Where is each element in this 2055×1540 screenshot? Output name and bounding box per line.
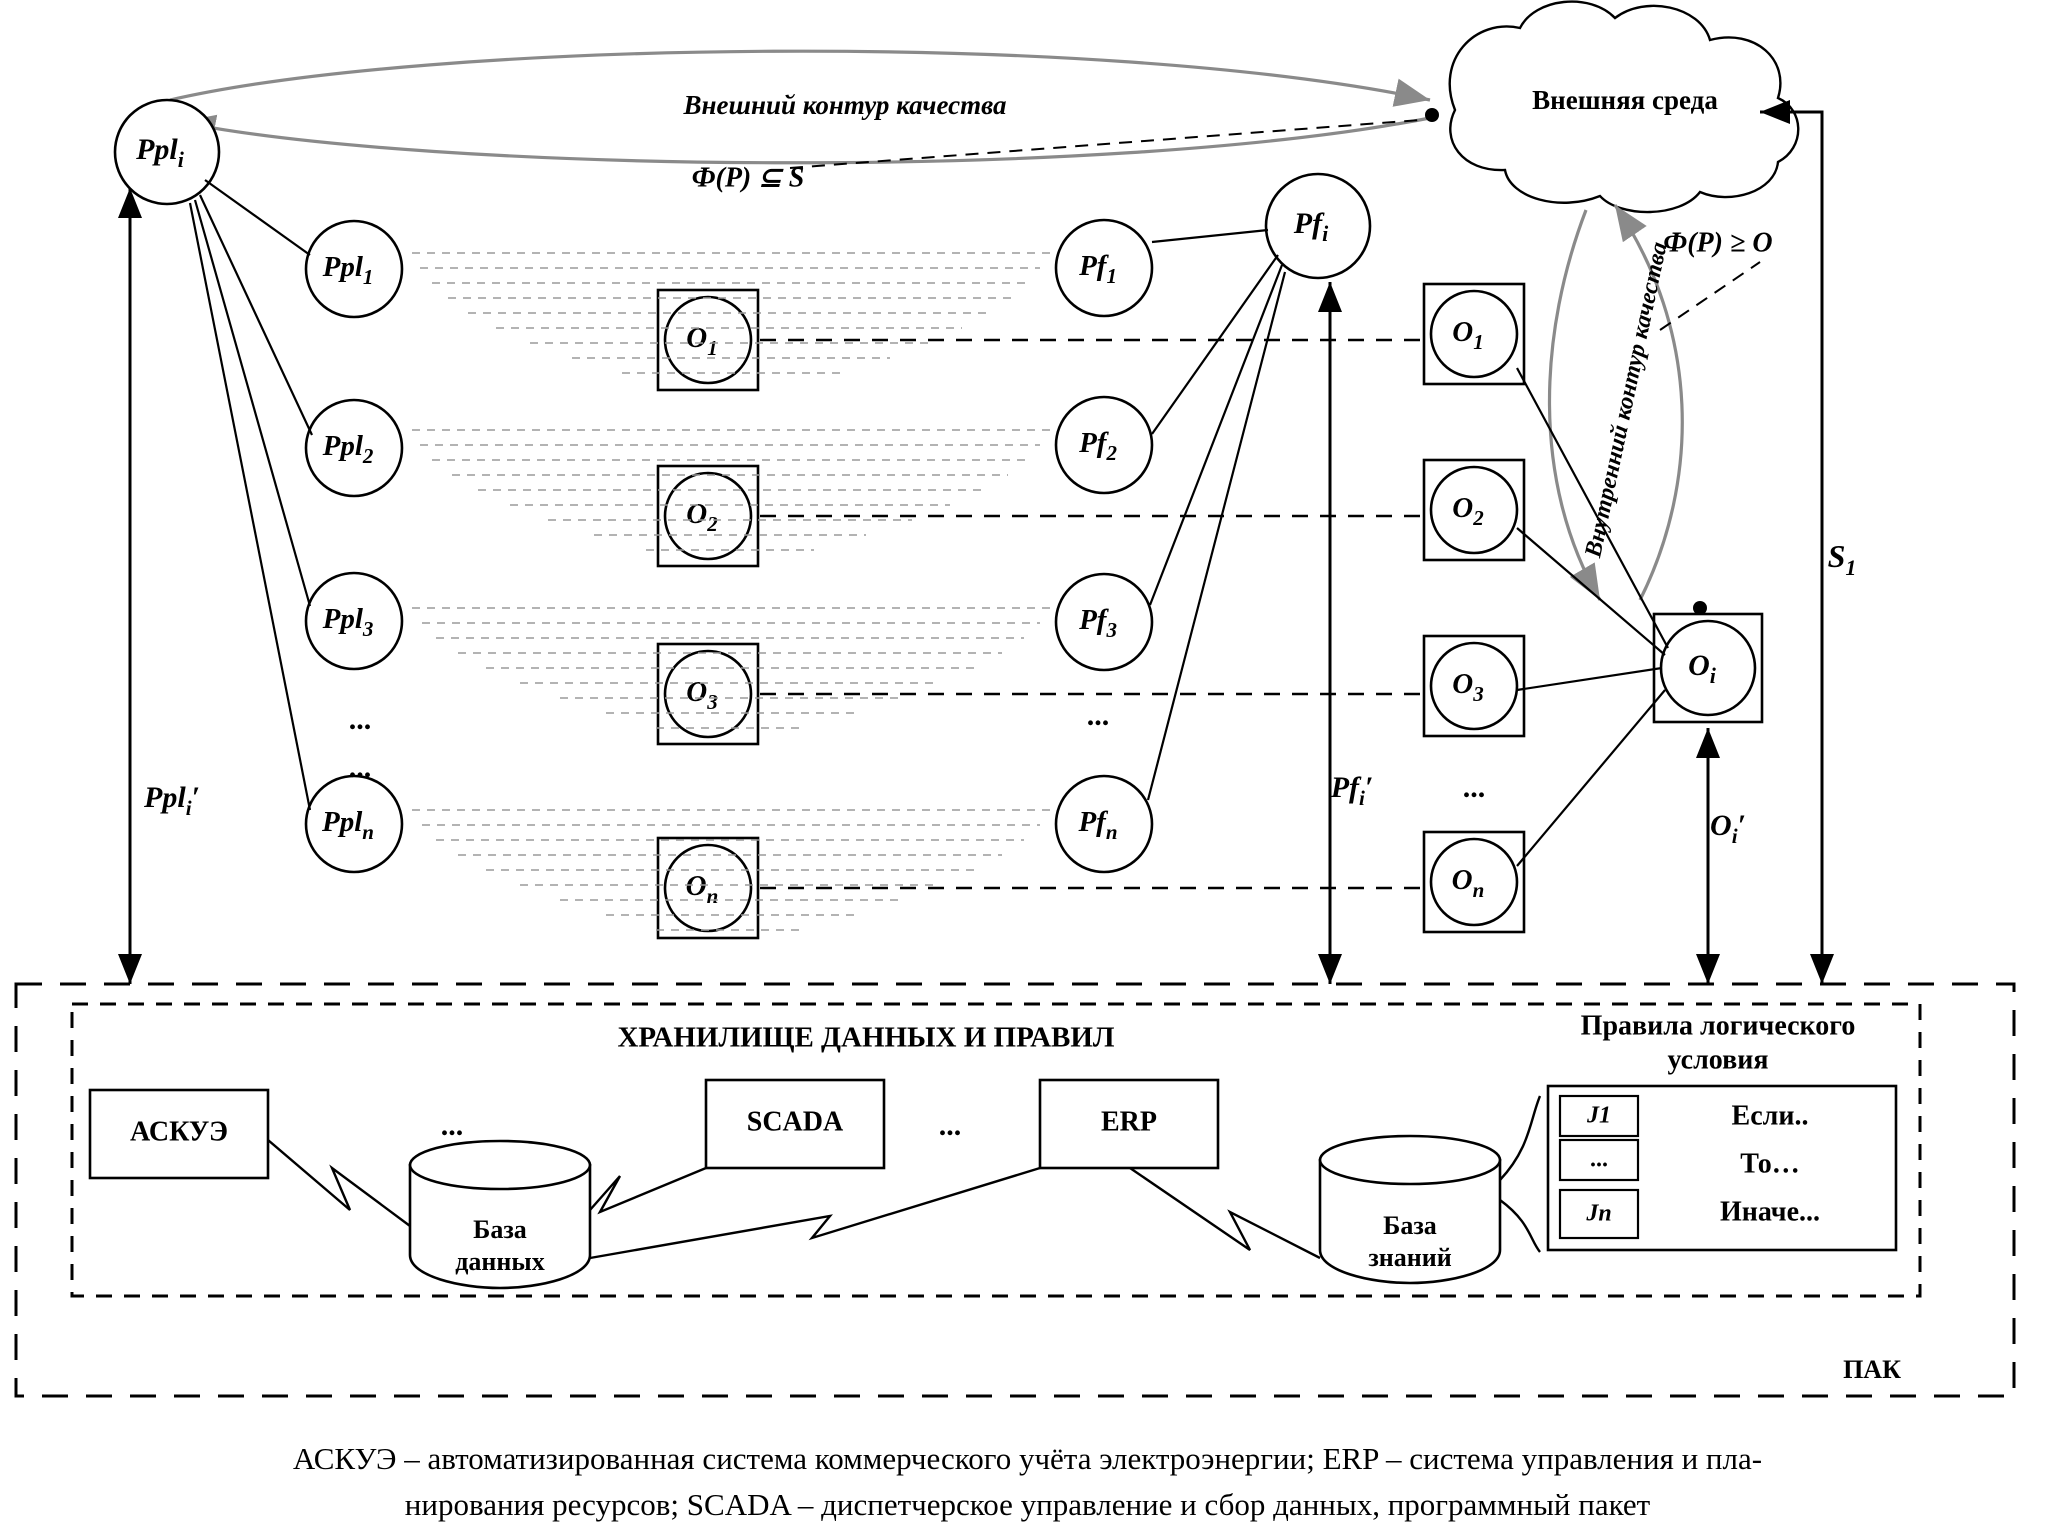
node-o-main-sub: i bbox=[1709, 663, 1716, 689]
node-o-right-1 bbox=[1424, 284, 1524, 384]
rules-title-line2: условия bbox=[1667, 1044, 1769, 1076]
node-o-right-3 bbox=[1424, 636, 1524, 736]
rule-text-1: Если.. bbox=[1731, 1100, 1809, 1132]
svg-text:J1: J1 bbox=[1587, 1102, 1611, 1129]
node-pf-main bbox=[1266, 174, 1370, 278]
svg-text:O2: $O_2$ bbox=[1452, 491, 1484, 530]
cloud-label: Внешняя среда bbox=[1532, 85, 1718, 116]
svg-text:O3: $O_3$ bbox=[686, 675, 718, 714]
database-cylinder bbox=[410, 1141, 590, 1288]
node-ppl-3 bbox=[306, 573, 402, 669]
svg-text:O1: $O_1$ bbox=[686, 321, 718, 360]
svg-text:O3: $O_3$ bbox=[1452, 667, 1484, 706]
svg-text:Ppln: Ppl$_n$ bbox=[322, 805, 374, 844]
svg-text:Pfn: $Pf_n$ bbox=[1078, 805, 1118, 844]
rule-text-2: То… bbox=[1740, 1148, 1800, 1180]
svg-text:База: База bbox=[1383, 1210, 1437, 1240]
svg-text:Pf2: $Pf_2$ bbox=[1079, 426, 1117, 465]
svg-text:Ppl3: Ppl$_3$ bbox=[322, 602, 374, 641]
svg-text:ERP: ERP bbox=[1101, 1106, 1157, 1138]
node-ppl-n bbox=[306, 776, 402, 872]
node-ppl-1 bbox=[306, 221, 402, 317]
caption-line-1: АСКУЭ – автоматизированная система коммерческого учёта электроэнергии; ERP – система управления и пла- bbox=[292, 1441, 1763, 1476]
o-right-node-group bbox=[1424, 284, 1524, 932]
svg-text:Jn: Jn bbox=[1586, 1200, 1612, 1227]
node-ppl-2 bbox=[306, 400, 402, 496]
formula-subset-label: Ф(Р) ⊆ S bbox=[691, 162, 805, 194]
node-o-left-1 bbox=[658, 290, 758, 390]
s1-label: $S_1$ bbox=[1827, 538, 1857, 581]
o-feedback-label: $O_i'$ bbox=[1710, 808, 1746, 848]
panel-box-scada bbox=[706, 1080, 884, 1168]
ppl-ellipsis-2: ... bbox=[348, 750, 372, 784]
pf-ellipsis: ... bbox=[1086, 698, 1110, 732]
svg-text:On: $O_n$ bbox=[685, 869, 719, 908]
node-o-left-3 bbox=[658, 644, 758, 744]
o-right-links bbox=[1517, 368, 1668, 866]
svg-text:Ppl1: Ppl$_1$ bbox=[322, 250, 374, 289]
node-o-right-n bbox=[1424, 832, 1524, 932]
node-pf-2 bbox=[1056, 397, 1152, 493]
node-pf-n bbox=[1056, 776, 1152, 872]
node-o-main-base: O bbox=[1688, 648, 1710, 682]
panel-box-erp bbox=[1040, 1080, 1218, 1168]
ppl-ellipsis-1: ... bbox=[348, 702, 372, 736]
node-pf-main-sub: i bbox=[1322, 221, 1329, 247]
rules-title-line1: Правила логического bbox=[1580, 1010, 1856, 1042]
svg-text:знаний: знаний bbox=[1368, 1242, 1452, 1272]
storage-title: ХРАНИЛИЩЕ ДАННЫХ И ПРАВИЛ bbox=[617, 1021, 1115, 1054]
panel-box-askue bbox=[90, 1090, 268, 1178]
pf-feedback-label: $Pf_i'$ bbox=[1330, 770, 1374, 810]
rule-text-3: Иначе... bbox=[1719, 1196, 1821, 1228]
caption-line-2: нирования ресурсов; SCADA – диспетчерское управление и сбор данных, программный пакет bbox=[404, 1487, 1651, 1522]
o-right-ellipsis: ... bbox=[1462, 770, 1486, 804]
outer-loop-label: Внешний контур качества bbox=[683, 90, 1007, 121]
formula-geq-label: Ф(Р) ≥ O bbox=[1663, 227, 1773, 259]
svg-text:...: ... bbox=[1590, 1146, 1608, 1173]
node-o-main bbox=[1654, 614, 1762, 722]
node-pf-3 bbox=[1056, 574, 1152, 670]
node-pf-1 bbox=[1056, 220, 1152, 316]
node-o-left-2 bbox=[658, 466, 758, 566]
svg-text:АСКУЭ: АСКУЭ bbox=[130, 1116, 228, 1148]
pak-label: ПАК bbox=[1843, 1354, 1901, 1384]
svg-text:База: База bbox=[473, 1214, 527, 1244]
svg-text:Ppl2: Ppl$_2$ bbox=[322, 429, 374, 468]
node-o-right-2 bbox=[1424, 460, 1524, 560]
inner-loop-label: Внутренний контур качества bbox=[1580, 239, 1673, 560]
ppl-feedback-label: Ppl$_i$′ bbox=[144, 780, 200, 820]
knowledge-base-cylinder bbox=[1320, 1136, 1500, 1283]
node-ppl-main-sub: i bbox=[177, 147, 184, 173]
node-o-left-n bbox=[658, 838, 758, 938]
svg-text:SCADA: SCADA bbox=[746, 1106, 844, 1138]
formula-subset-pointer bbox=[790, 120, 1420, 168]
svg-text:O2: $O_2$ bbox=[686, 497, 718, 536]
formula-geq-pointer bbox=[1660, 262, 1760, 330]
svg-text:Pf1: $Pf_1$ bbox=[1079, 249, 1117, 288]
svg-text:On: $O_n$ bbox=[1451, 863, 1485, 902]
panel-dots-1: ... bbox=[440, 1108, 464, 1142]
svg-text:данных: данных bbox=[455, 1246, 545, 1276]
svg-text:Pf3: $Pf_3$ bbox=[1079, 603, 1117, 642]
external-environment-cloud bbox=[1450, 2, 1799, 212]
panel-dots-2: ... bbox=[938, 1108, 962, 1142]
ppl-node-group bbox=[306, 221, 402, 872]
node-pf-main-base: Pf bbox=[1293, 206, 1323, 240]
pf-node-group bbox=[1056, 220, 1152, 872]
rules-panel bbox=[1500, 1086, 1896, 1252]
svg-text:O1: $O_1$ bbox=[1452, 315, 1484, 354]
node-ppl-main-base: Ppl bbox=[136, 132, 178, 166]
ppl-main-links bbox=[190, 180, 312, 810]
